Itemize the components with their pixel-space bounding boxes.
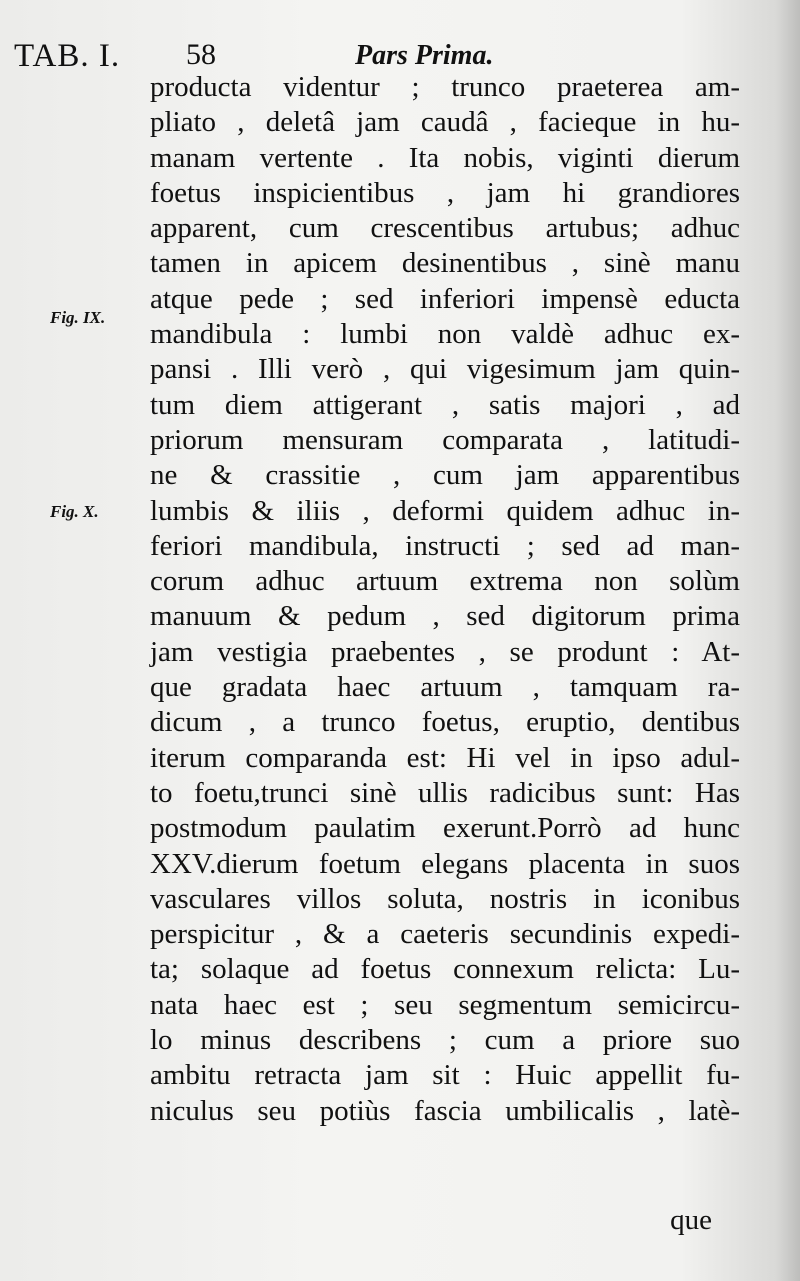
text-line: vasculares villos soluta, nostris in iconibus <box>150 882 740 915</box>
page-number: 58 <box>186 38 216 71</box>
text-line: ne & crassitie , cum jam apparentibus <box>150 459 740 492</box>
margin-note-fig-x: Fig. X. <box>50 502 99 521</box>
text-line: XXV.dierum foetum elegans placenta in suos <box>150 847 740 880</box>
text-line: tamen in apicem desinentibus , sinè manu <box>150 247 740 280</box>
text-line: lumbis & iliis , deformi quidem adhuc in- <box>150 494 740 527</box>
text-line: corum adhuc artuum extrema non solùm <box>150 565 740 598</box>
text-line: dicum , a trunco foetus, eruptio, dentibus <box>150 706 740 739</box>
text-line: pansi . Illi verò , qui vigesimum jam quin- <box>150 353 740 386</box>
text-line: foetus inspicientibus , jam hi grandiores <box>150 176 740 209</box>
text-line: postmodum paulatim exerunt.Porrò ad hunc <box>150 812 740 845</box>
text-line: lo minus describens ; cum a priore suo <box>150 1024 740 1057</box>
text-line: iterum comparanda est: Hi vel in ipso adul- <box>150 741 740 774</box>
catchword: que <box>670 1204 712 1236</box>
text-line: que gradata haec artuum , tamquam ra- <box>150 671 740 704</box>
text-line: ambitu retracta jam sit : Huic appellit fu- <box>150 1059 740 1092</box>
text-line: feriori mandibula, instructi ; sed ad man- <box>150 529 740 562</box>
text-line: nata haec est ; seu segmentum semicircu- <box>150 988 740 1021</box>
body-text <box>150 70 740 1129</box>
margin-note-fig-ix: Fig. IX. <box>50 308 106 327</box>
text-line: tum diem attigerant , satis majori , ad <box>150 388 740 421</box>
text-line: pliato , deletâ jam caudâ , facieque in hu- <box>150 106 740 139</box>
text-line: producta videntur ; trunco praeterea am- <box>150 71 740 103</box>
plate-reference: TAB. I. <box>14 38 121 74</box>
text-line: manam vertente . Ita nobis, viginti dierum <box>150 141 740 174</box>
text-line: niculus seu potiùs fascia umbilicalis , latè- <box>150 1094 740 1127</box>
running-head: Pars Prima. <box>355 40 494 71</box>
text-line: jam vestigia praebentes , se produnt : At- <box>150 635 740 668</box>
text-line: priorum mensuram comparata , latitudi- <box>150 423 740 456</box>
text-line: to foetu,trunci sinè ullis radicibus sunt: Has <box>150 776 740 809</box>
text-line: perspicitur , & a caeteris secundinis expedi- <box>150 918 740 951</box>
text-line: atque pede ; sed inferiori impensè educta <box>150 282 740 315</box>
text-line: ta; solaque ad foetus connexum relicta: Lu- <box>150 953 740 986</box>
text-line: manuum & pedum , sed digitorum prima <box>150 600 740 633</box>
text-line: apparent, cum crescentibus artubus; adhuc <box>150 212 740 245</box>
text-line: mandibula : lumbi non valdè adhuc ex- <box>150 318 740 351</box>
